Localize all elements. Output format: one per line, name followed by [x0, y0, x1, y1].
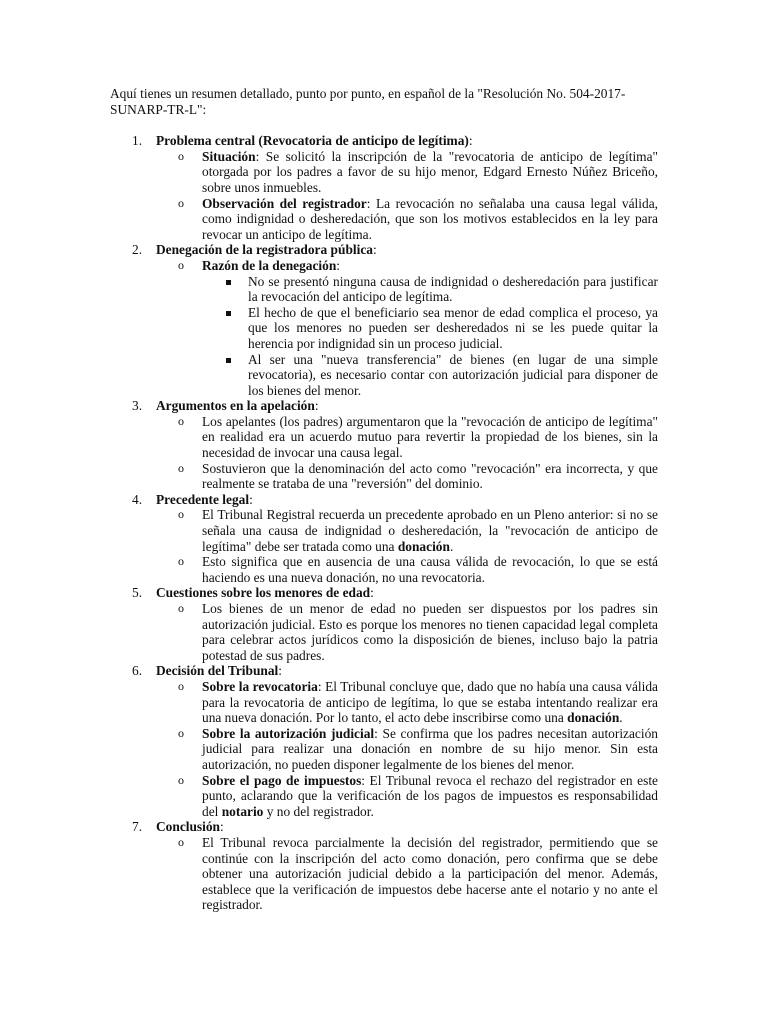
item-emphasis: notario: [221, 803, 264, 819]
sub-item: [156, 726, 658, 773]
item-text: : El Tribunal revoca el rechazo del registrador en este punto, aclarando que la verificación de los pagos de impuestos es responsabilidad del: [202, 772, 658, 819]
item-label: Observación del registrador: [202, 195, 367, 211]
item-text: :: [336, 257, 341, 273]
circle-bullet-icon: o: [178, 601, 184, 615]
sub-item: [156, 507, 658, 554]
item-tail: .: [449, 538, 454, 554]
section-title: Denegación de la registradora pública: [156, 242, 373, 258]
item-label: Situación: [202, 148, 256, 164]
section-title: Conclusión: [156, 819, 220, 835]
section-number: 5.: [132, 585, 143, 601]
item-text: El Tribunal Registral recuerda un precedente aprobado en un Pleno anterior: si no se señala una causa de indignidad o desheredación, la "revocación de anticipo de legítima" debe ser tratada como una: [202, 507, 658, 554]
item-emphasis: donación: [397, 538, 450, 554]
nested-text: Al ser una "nueva transferencia" de bienes (en lugar de una simple revocatoria), es necesario contar con autorización judicial para disponer de los bienes del menor.: [248, 351, 658, 398]
section-list: [110, 133, 658, 913]
nested-item: [202, 274, 658, 305]
sub-item: [156, 149, 658, 196]
section-item: [110, 585, 658, 663]
section-title-colon: :: [249, 491, 253, 507]
circle-bullet-icon: o: [178, 772, 184, 787]
nested-text: El hecho de que el beneficiario sea menor de edad complica el proceso, ya que los menores no pueden ser desheredados ni se les puede quitar la herencia por indignidad sin un proceso judicial.: [248, 304, 658, 351]
sub-list: [156, 601, 658, 663]
circle-bullet-icon: o: [178, 460, 184, 475]
item-label: Sobre el pago de impuestos: [202, 772, 362, 788]
section-number: 7.: [132, 819, 143, 835]
section-title: Decisión del Tribunal: [156, 663, 279, 679]
section-title-colon: :: [278, 663, 283, 679]
item-tail: y no del registrador.: [263, 803, 374, 819]
section-title: Argumentos en la apelación: [156, 398, 315, 414]
item-text: : La revocación no señalaba una causa legal válida, como indignidad o desheredación, que son los motivos establecidos en la ley para revocar un anticipo de legítima.: [202, 195, 658, 242]
section-item: [110, 663, 658, 819]
section-item: [110, 819, 658, 913]
section-title: Problema central (Revocatoria de anticipo de legítima): [156, 133, 469, 149]
sub-item: [156, 414, 658, 461]
circle-bullet-icon: o: [178, 507, 184, 522]
item-text: : Se solicitó la inscripción de la "revocatoria de anticipo de legítima" otorgada por los padres a favor de su hijo menor, Edgard Ernesto Núñez Briceño, sobre unos inmuebles.: [202, 148, 658, 195]
nested-item: [202, 352, 658, 399]
sub-list: [156, 507, 658, 585]
sub-item: [156, 601, 658, 663]
item-label: Sobre la revocatoria: [202, 678, 318, 694]
circle-bullet-icon: o: [178, 834, 184, 849]
circle-bullet-icon: o: [178, 678, 184, 693]
sub-item: [156, 196, 658, 243]
sub-item: [156, 461, 658, 492]
square-bullet-icon: [226, 311, 231, 316]
nested-item: [202, 305, 658, 352]
sub-item: [156, 835, 658, 913]
nested-list: [202, 274, 658, 399]
section-item: [110, 398, 658, 492]
sub-list: [156, 835, 658, 913]
section-number: 2.: [132, 242, 143, 258]
sub-list: [156, 258, 658, 398]
circle-bullet-icon: o: [178, 725, 184, 740]
item-text: Esto significa que en ausencia de una causa válida de revocación, lo que se está haciendo es una nueva donación, no una revocatoria.: [202, 554, 658, 585]
section-number: 4.: [132, 491, 143, 507]
document-page: [110, 86, 658, 913]
item-label: Razón de la denegación: [202, 257, 337, 273]
section-item: [110, 133, 658, 242]
sub-list: [156, 414, 658, 492]
section-title: Cuestiones sobre los menores de edad: [156, 585, 371, 601]
section-title-colon: :: [314, 398, 319, 414]
circle-bullet-icon: o: [178, 554, 184, 569]
sub-item: [156, 258, 658, 398]
item-text: Los apelantes (los padres) argumentaron que la "revocación de anticipo de legítima" en realidad era un acuerdo mutuo para revertir la propiedad de los bienes, sin la necesidad de invocar una causa legal.: [202, 413, 658, 461]
item-text: : Se confirma que los padres necesitan autorización judicial para realizar una donación en nombre de su hijo menor. Sin esta autorización, no pueden disponer legalmente de los bienes del menor.: [202, 725, 658, 772]
section-number: 1.: [132, 133, 143, 149]
circle-bullet-icon: o: [178, 148, 184, 163]
sub-item: [156, 679, 658, 726]
section-item: [110, 492, 658, 586]
item-emphasis: donación: [567, 710, 620, 726]
section-title-colon: :: [468, 133, 473, 149]
item-text: Los bienes de un menor de edad no pueden ser dispuestos por los padres sin autorización judicial. Esto es porque los menores no tienen capacidad legal completa para celebrar actos jurídicos como la disposición de bienes, incluso bajo la patria potestad de sus padres.: [202, 601, 658, 663]
section-title: Precedente legal: [156, 491, 250, 507]
item-tail: .: [619, 710, 623, 726]
item-label: Sobre la autorización judicial: [202, 725, 375, 741]
square-bullet-icon: [226, 358, 231, 363]
sub-list: [156, 149, 658, 243]
circle-bullet-icon: o: [178, 257, 184, 272]
sub-item: [156, 773, 658, 820]
square-bullet-icon: [226, 280, 231, 285]
item-text: Sostuvieron que la denominación del acto como "revocación" era incorrecta, y que realmente se trataba de una "reversión" del dominio.: [202, 460, 658, 492]
section-title-colon: :: [220, 819, 224, 835]
section-item: [110, 242, 658, 398]
item-text: : El Tribunal concluye que, dado que no había una causa válida para la revocatoria de anticipo de legítima, lo que se estaba intentando realizar era una nueva donación. Por lo tanto, el acto debe inscribirse como una: [202, 678, 658, 726]
section-title-colon: :: [370, 585, 374, 601]
item-text: El Tribunal revoca parcialmente la decisión del registrador, permitiendo que se continúe con la inscripción del acto como donación, pero confirma que se debe obtener una autorización judicial debido a la participación del menor. Además, establece que la verificación de impuestos debe hacerse ante el notario y no ante el registrador.: [202, 834, 658, 913]
section-title-colon: :: [372, 242, 377, 258]
circle-bullet-icon: o: [178, 413, 184, 428]
nested-text: No se presentó ninguna causa de indignidad o desheredación para justificar la revocación del anticipo de legítima.: [248, 273, 658, 305]
section-number: 6.: [132, 663, 143, 679]
circle-bullet-icon: o: [178, 195, 184, 210]
sub-item: [156, 554, 658, 585]
intro-paragraph: Aquí tienes un resumen detallado, punto por punto, en español de la "Resolución No. 504-2017-SUNARP-TR-L":: [110, 86, 626, 117]
section-number: 3.: [132, 398, 143, 414]
sub-list: [156, 679, 658, 819]
